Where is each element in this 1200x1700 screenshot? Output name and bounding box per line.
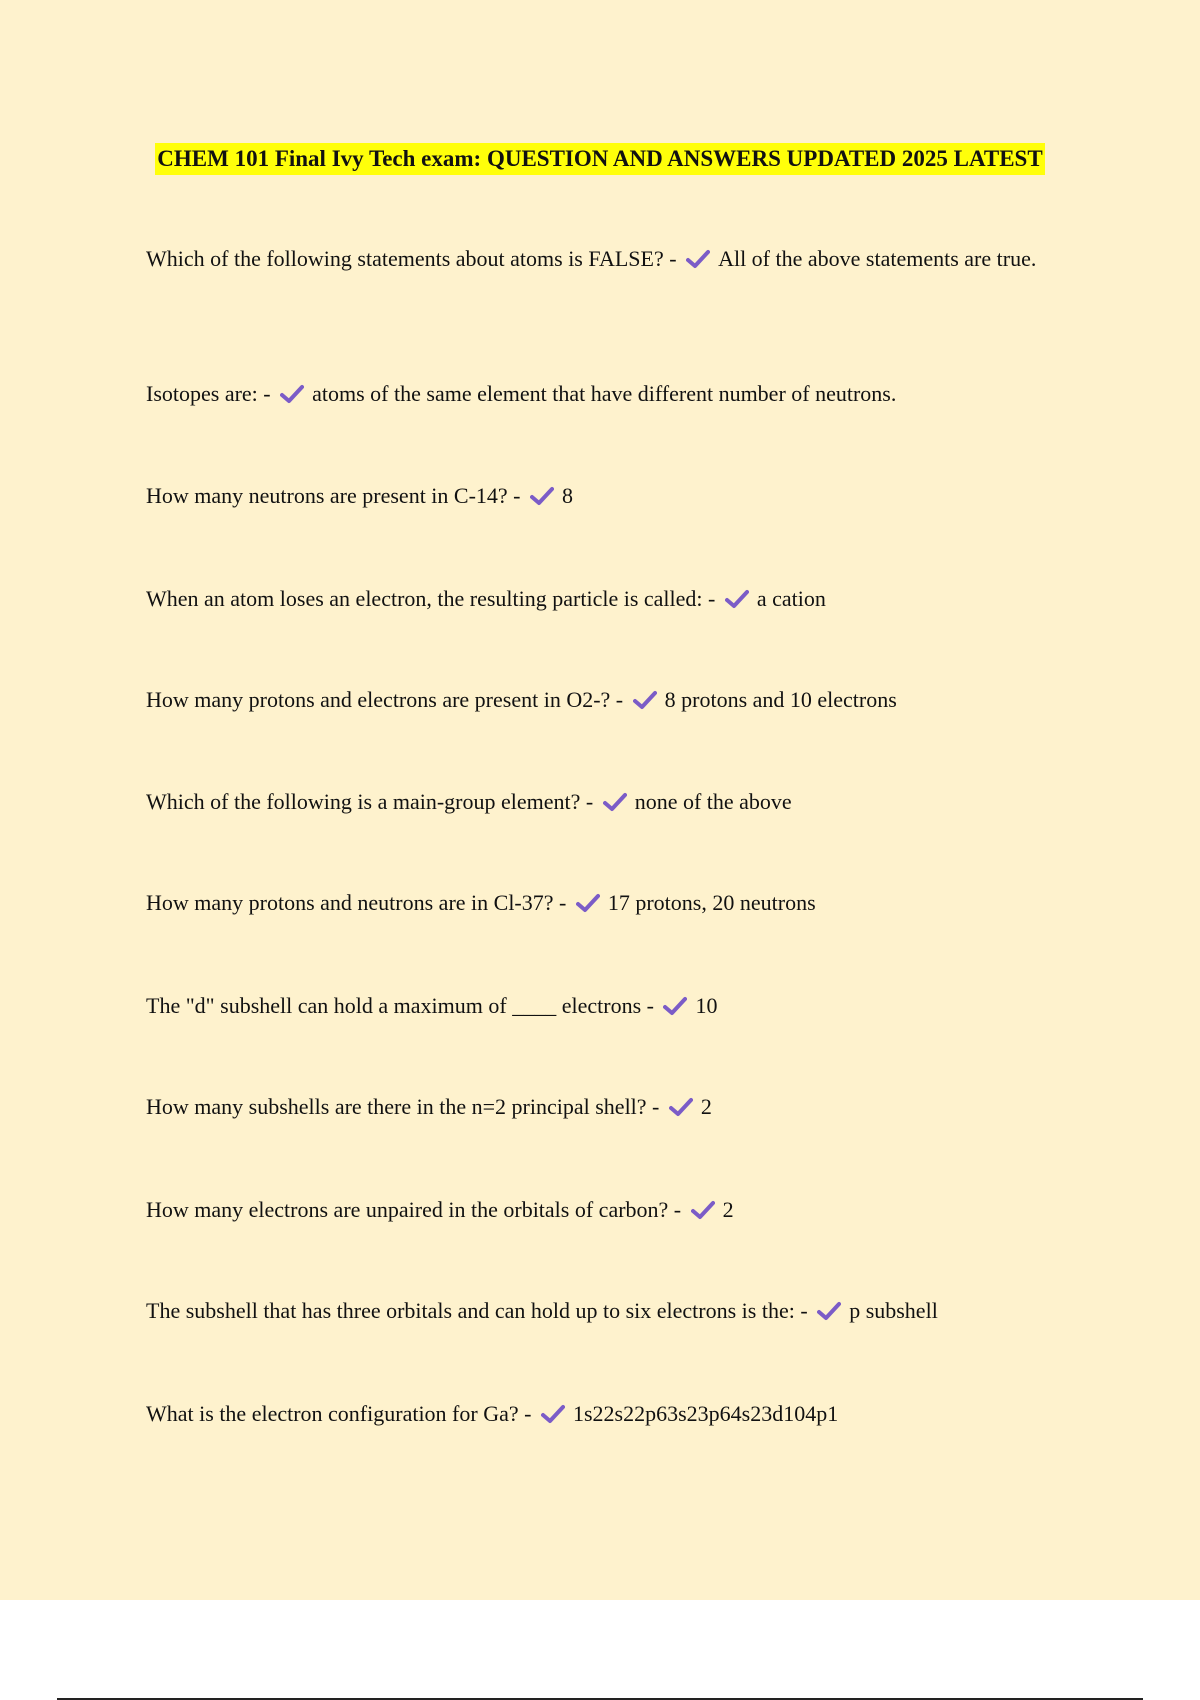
qa-item xyxy=(146,1397,1086,1431)
question-text: How many neutrons are present in C-14? - xyxy=(146,483,521,508)
answer-text: 2 xyxy=(700,1094,712,1119)
qa-item xyxy=(146,377,1086,411)
answer-text: 17 protons, 20 neutrons xyxy=(607,890,816,915)
check-icon xyxy=(663,996,687,1016)
question-text: What is the electron configuration for Ga? - xyxy=(146,1401,532,1426)
question-text: How many protons and neutrons are in Cl-37? - xyxy=(146,890,567,915)
check-icon xyxy=(530,486,554,506)
qa-item xyxy=(146,683,1086,717)
answer-text: 10 xyxy=(695,993,718,1018)
qa-item xyxy=(146,582,1086,616)
answer-text: 1s22s22p63s23p64s23d104p1 xyxy=(572,1401,839,1426)
check-icon xyxy=(725,589,749,609)
question-text: When an atom loses an electron, the resulting particle is called: - xyxy=(146,586,716,611)
check-icon xyxy=(576,893,600,913)
check-icon xyxy=(817,1301,841,1321)
question-text: Which of the following is a main-group element? - xyxy=(146,789,594,814)
answer-text: p subshell xyxy=(849,1298,938,1323)
check-icon xyxy=(633,690,657,710)
answer-text: none of the above xyxy=(634,789,792,814)
qa-item xyxy=(146,886,1086,920)
question-text: How many electrons are unpaired in the orbitals of carbon? - xyxy=(146,1197,682,1222)
check-icon xyxy=(541,1404,565,1424)
answer-text: a cation xyxy=(756,586,826,611)
title-block xyxy=(0,143,1200,175)
answer-text: 2 xyxy=(722,1197,734,1222)
check-icon xyxy=(280,384,304,404)
qa-item xyxy=(146,989,1086,1023)
qa-item xyxy=(146,785,1086,819)
answer-text: All of the above statements are true. xyxy=(718,246,1037,271)
question-text: Isotopes are: - xyxy=(146,381,271,406)
qa-item xyxy=(146,1090,1086,1124)
question-text: The subshell that has three orbitals and can hold up to six electrons is the: - xyxy=(146,1298,808,1323)
check-icon xyxy=(669,1097,693,1117)
qa-item xyxy=(146,1193,1086,1227)
answer-text: 8 xyxy=(562,483,574,508)
qa-item xyxy=(146,479,1086,513)
document-title: CHEM 101 Final Ivy Tech exam: QUESTION AND ANSWERS UPDATED 2025 LATEST xyxy=(155,143,1044,175)
qa-item xyxy=(146,242,1086,276)
answer-text: 8 protons and 10 electrons xyxy=(664,687,897,712)
question-text: How many protons and electrons are present in O2-? - xyxy=(146,687,624,712)
question-text: The "d" subshell can hold a maximum of ____ electrons - xyxy=(146,993,654,1018)
answer-text: atoms of the same element that have different number of neutrons. xyxy=(312,381,897,406)
check-icon xyxy=(691,1200,715,1220)
check-icon xyxy=(603,792,627,812)
question-text: Which of the following statements about atoms is FALSE? - xyxy=(146,246,677,271)
question-text: How many subshells are there in the n=2 principal shell? - xyxy=(146,1094,660,1119)
check-icon xyxy=(686,249,710,269)
qa-item xyxy=(146,1294,1086,1328)
